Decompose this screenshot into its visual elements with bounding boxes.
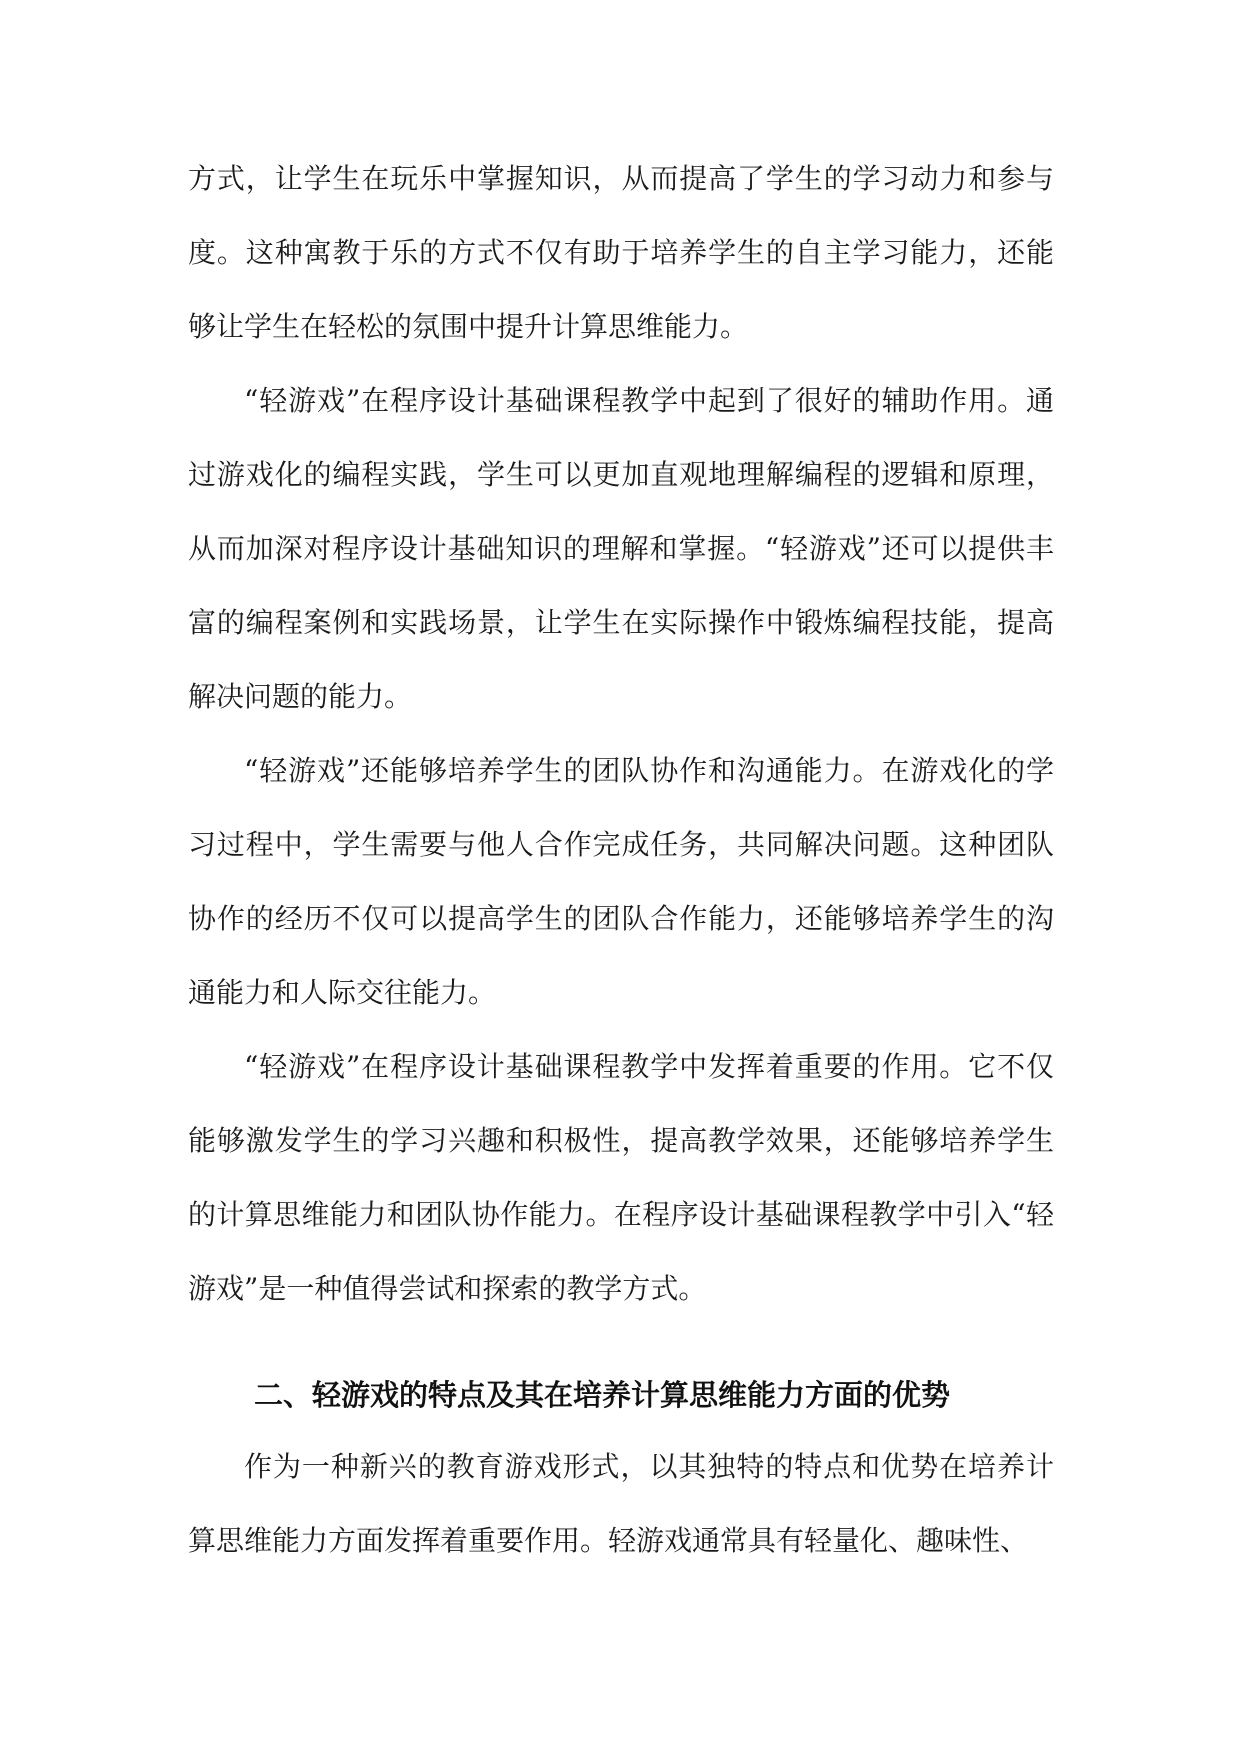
paragraph-teamwork: “轻游戏”还能够培养学生的团队协作和沟通能力。在游戏化的学习过程中，学生需要与他人合作完成任务，共同解决问题。这种团队协作的经历不仅可以提高学生的团队合作能力，还能够培养学生的沟通能力和人际交往能力。 bbox=[188, 754, 1054, 1009]
paragraph-auxiliary-role: “轻游戏”在程序设计基础课程教学中起到了很好的辅助作用。通过游戏化的编程实践，学生可以更加直观地理解编程的逻辑和原理，从而加深对程序设计基础知识的理解和掌握。“轻游戏”还可以提供丰富的编程案例和实践场景，让学生在实际操作中锻炼编程技能，提高解决问题的能力。 bbox=[188, 384, 1054, 713]
paragraph-conclusion: “轻游戏”在程序设计基础课程教学中发挥着重要的作用。它不仅能够激发学生的学习兴趣和积极性，提高教学效果，还能够培养学生的计算思维能力和团队协作能力。在程序设计基础课程教学中引入“轻游戏”是一种值得尝试和探索的教学方式。 bbox=[188, 1050, 1054, 1305]
paragraph-section-intro: 作为一种新兴的教育游戏形式，以其独特的特点和优势在培养计算思维能力方面发挥着重要作用。轻游戏通常具有轻量化、趣味性、 bbox=[188, 1450, 1054, 1557]
paragraph-continuation: 方式，让学生在玩乐中掌握知识，从而提高了学生的学习动力和参与度。这种寓教于乐的方式不仅有助于培养学生的自主学习能力，还能够让学生在轻松的氛围中提升计算思维能力。 bbox=[188, 162, 1054, 343]
section-heading: 二、轻游戏的特点及其在培养计算思维能力方面的优势 bbox=[254, 1378, 951, 1412]
document-body bbox=[188, 142, 1054, 1578]
